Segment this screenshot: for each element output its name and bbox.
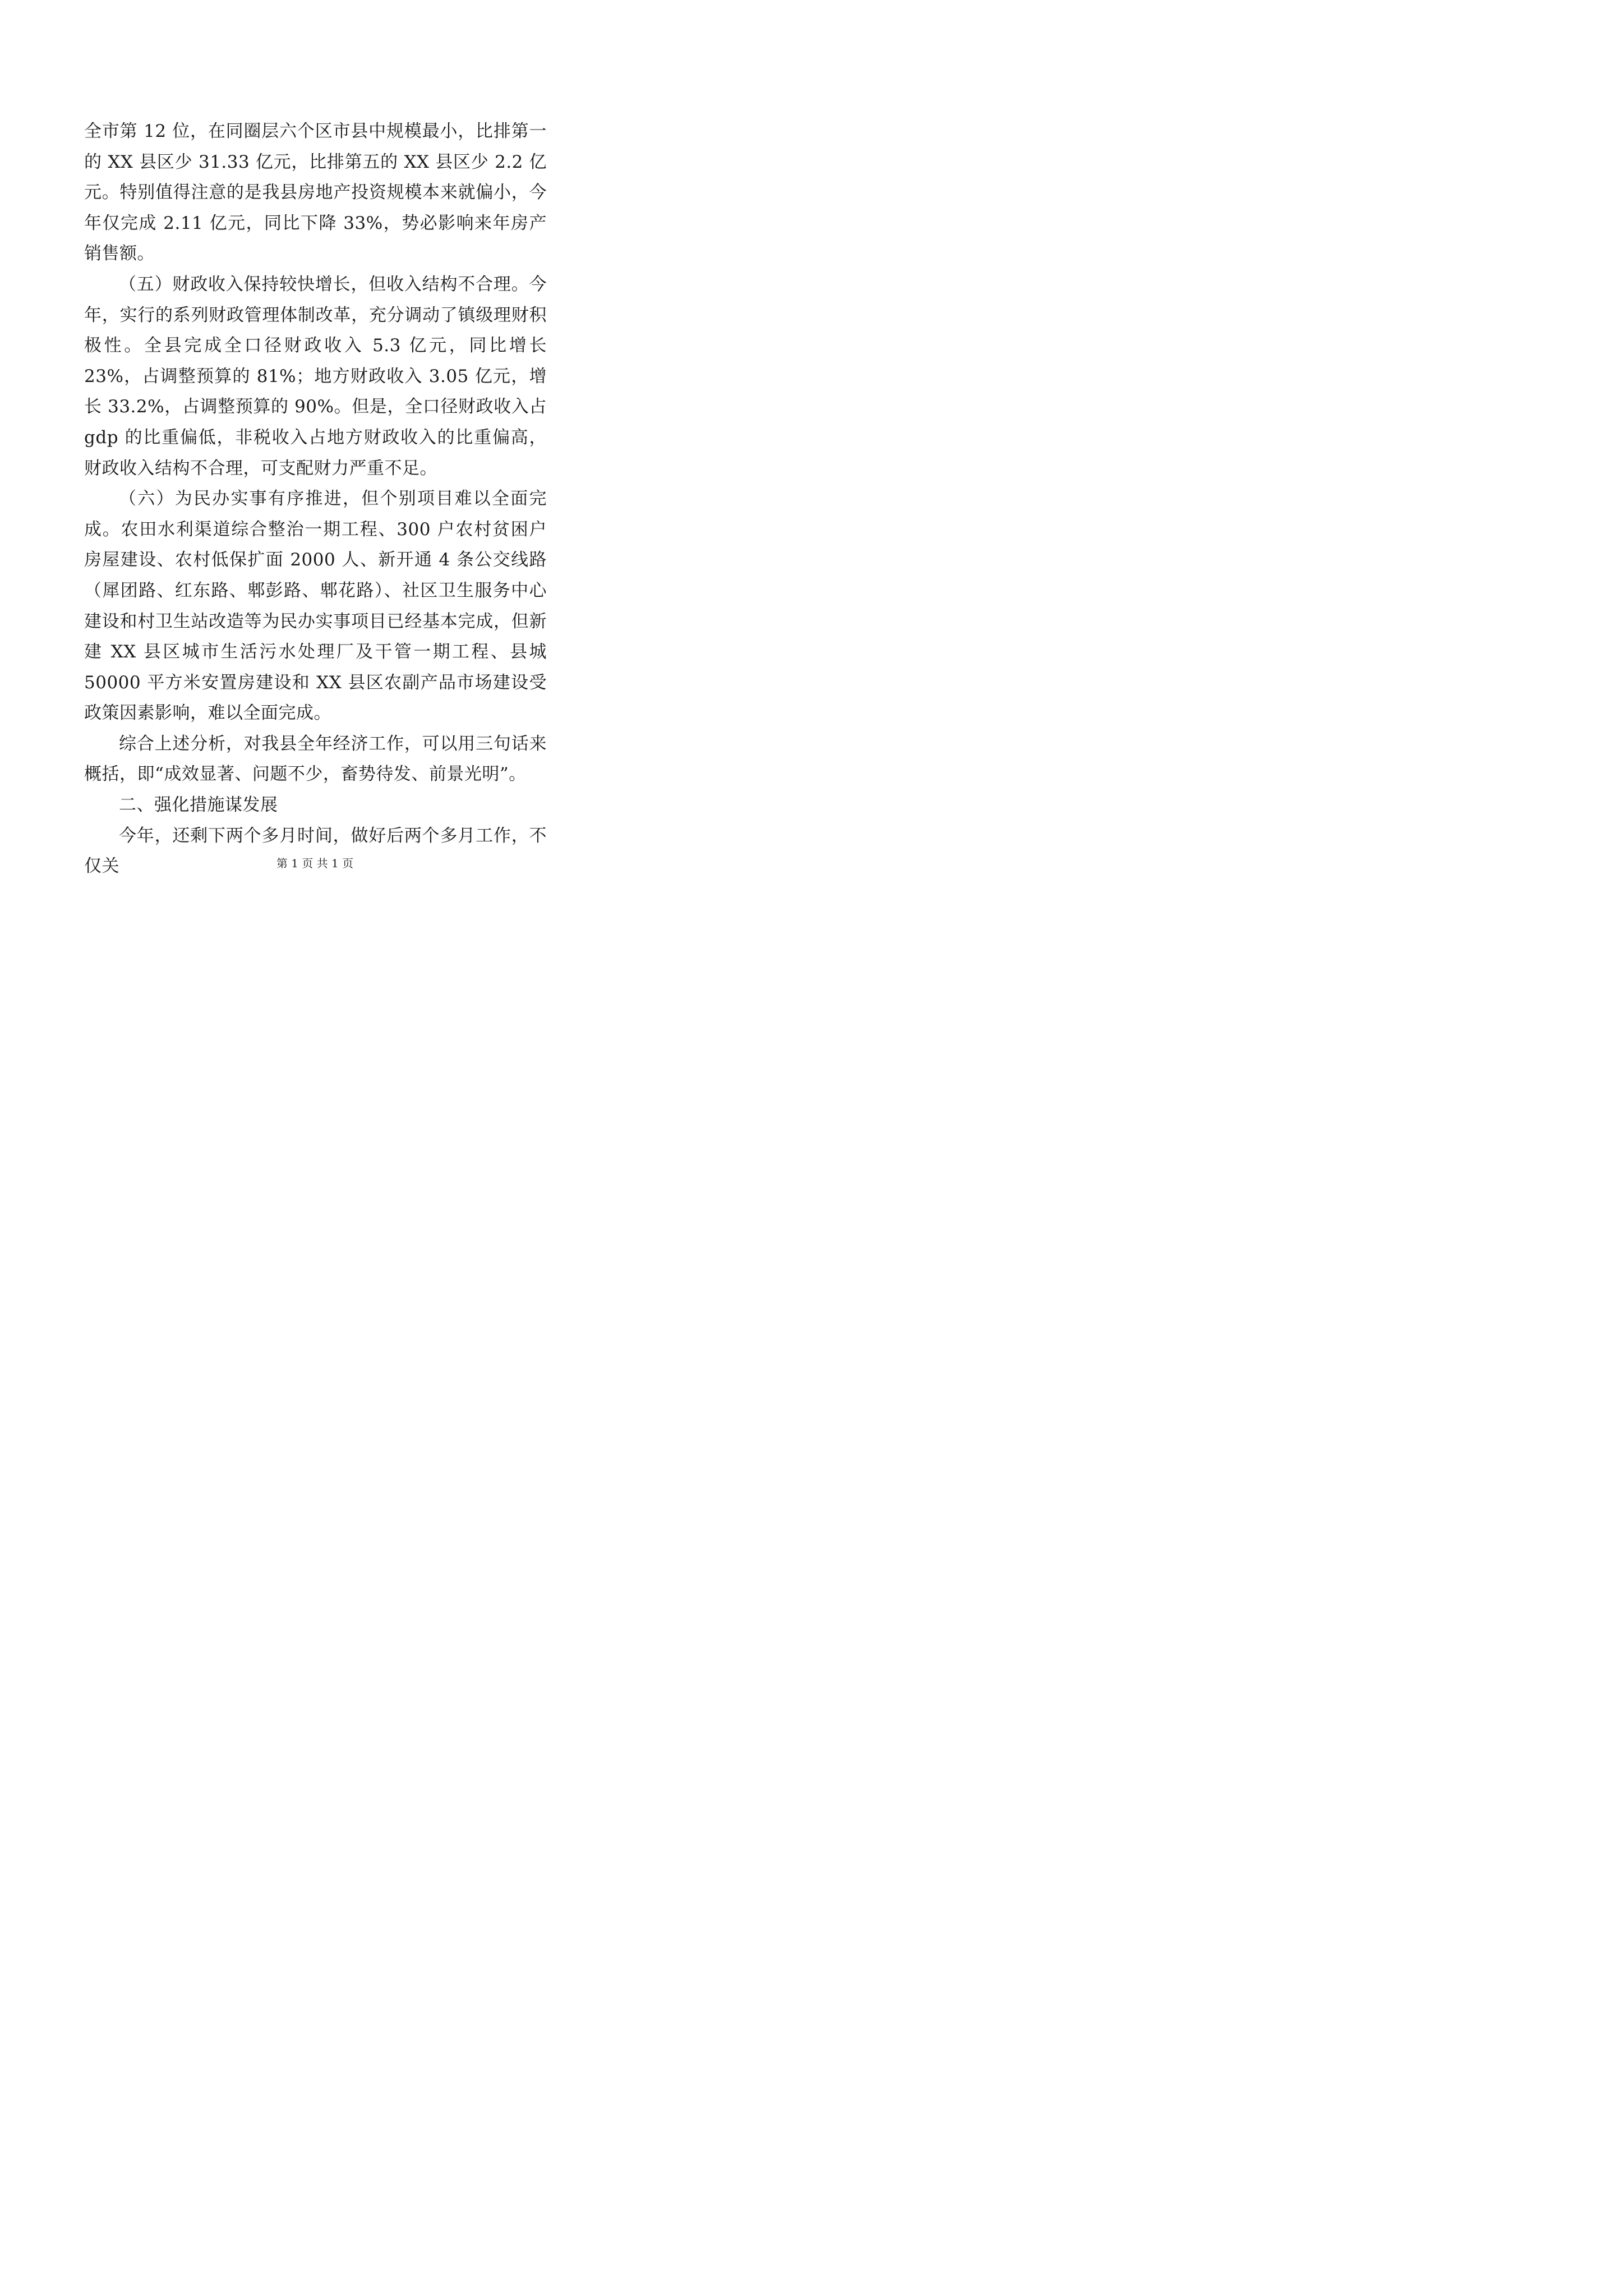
paragraph-fiscal-revenue: （五）财政收入保持较快增长，但收入结构不合理。今年，实行的系列财政管理体制改革，充分调动了镇级理财积极性。全县完成全口径财政收入 5.3 亿元，同比增长 23%，占调整预算的 81%；地方财政收入 3.05 亿元，增长 33.2%，占调整预算的 90%。但是，全口径财政收入占 gdp 的比重偏低，非税收入占地方财政收入的比重偏高，财政收入结构不合理，可支配财力严重不足。 bbox=[84, 274, 547, 478]
paragraph-livelihood-projects: （六）为民办实事有序推进，但个别项目难以全面完成。农田水利渠道综合整治一期工程、300 户农村贫困户房屋建设、农村低保扩面 2000 人、新开通 4 条公交线路（犀团路、红东路、郫彭路、郫花路）、社区卫生服务中心建设和村卫生站改造等为民办实事项目已经基本完成，但新建 XX 县区城市生活污水处理厂及干管一期工程、县城 50000 平方米安置房建设和 XX 县区农副产品市场建设受政策因素影响，难以全面完成。 bbox=[84, 489, 547, 724]
paragraph-remaining-months: 今年，还剩下两个多月时间，做好后两个多月工作，不仅关 bbox=[84, 825, 547, 877]
paragraph-summary: 综合上述分析，对我县全年经济工作，可以用三句话来概括，即“成效显著、问题不少，畜势待发、前景光明”。 bbox=[84, 733, 547, 785]
document-page bbox=[0, 0, 630, 890]
document-body bbox=[84, 116, 547, 882]
page-footer: 第 1 页 共 1 页 bbox=[276, 857, 354, 870]
section-heading-measures: 二、强化措施谋发展 bbox=[119, 795, 278, 816]
paragraph-continuation: 全市第 12 位，在同圈层六个区市县中规模最小，比排第一的 XX 县区少 31.33 亿元，比排第五的 XX 县区少 2.2 亿元。特别值得注意的是我县房地产投资规模本来就偏小，今年仅完成 2.11 亿元，同比下降 33%，势必影响来年房产销售额。 bbox=[84, 121, 547, 264]
